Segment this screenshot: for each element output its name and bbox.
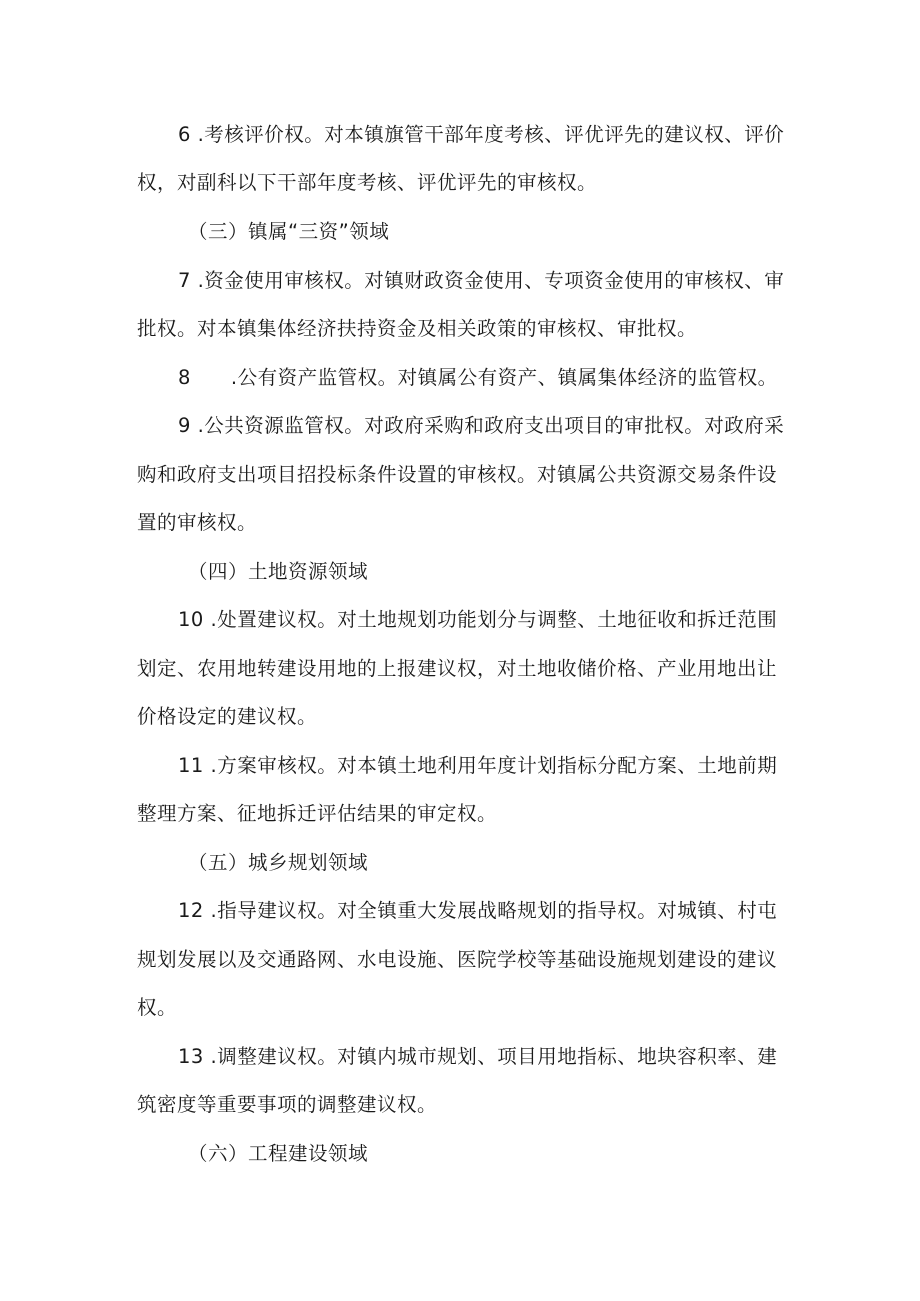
paragraph-line: 7 .资金使用审核权。对镇财政资金使用、专项资金使用的审核权、审 xyxy=(178,269,785,292)
paragraph-line: 权，对副科以下干部年度考核、评优评先的审核权。 xyxy=(137,171,598,194)
section-heading: （五）城乡规划领域 xyxy=(188,851,369,874)
paragraph-line: 置的审核权。 xyxy=(137,511,258,534)
paragraph-line: 12 .指导建议权。对全镇重大发展战略规划的指导权。对城镇、村屯 xyxy=(178,899,778,922)
paragraph-line: 批权。对本镇集体经济扶持资金及相关政策的审核权、审批权。 xyxy=(137,317,698,340)
paragraph-line: 筑密度等重要事项的调整建议权。 xyxy=(137,1093,438,1116)
paragraph-line: 整理方案、征地拆迁评估结果的审定权。 xyxy=(137,802,498,825)
paragraph-line: 8 .公有资产监管权。对镇属公有资产、镇属集体经济的监管权。 xyxy=(178,366,778,389)
paragraph-line: 10 .处置建议权。对土地规划功能划分与调整、土地征收和拆迁范围 xyxy=(178,608,778,631)
section-heading: （四）土地资源领域 xyxy=(188,560,369,583)
paragraph-line: 6 .考核评价权。对本镇旗管干部年度考核、评优评先的建议权、评价 xyxy=(178,123,785,146)
paragraph-line: 价格设定的建议权。 xyxy=(137,705,318,728)
paragraph-line: 划定、农用地转建设用地的上报建议权，对土地收储价格、产业用地出让 xyxy=(137,657,778,680)
paragraph-line: 规划发展以及交通路网、水电设施、医院学校等基础设施规划建设的建议 xyxy=(137,948,778,971)
paragraph-line: 9 .公共资源监管权。对政府采购和政府支出项目的审批权。对政府采 xyxy=(178,414,785,437)
section-heading: （三）镇属“三资”领域 xyxy=(188,220,390,243)
paragraph-line: 13 .调整建议权。对镇内城市规划、项目用地指标、地块容积率、建 xyxy=(178,1045,778,1068)
paragraph-line: 11 .方案审核权。对本镇土地利用年度计划指标分配方案、土地前期 xyxy=(178,754,778,777)
paragraph-line: 购和政府支出项目招投标条件设置的审核权。对镇属公共资源交易条件设 xyxy=(137,463,778,486)
paragraph-line: 权。 xyxy=(137,996,178,1019)
section-heading: （六）工程建设领域 xyxy=(188,1142,369,1165)
